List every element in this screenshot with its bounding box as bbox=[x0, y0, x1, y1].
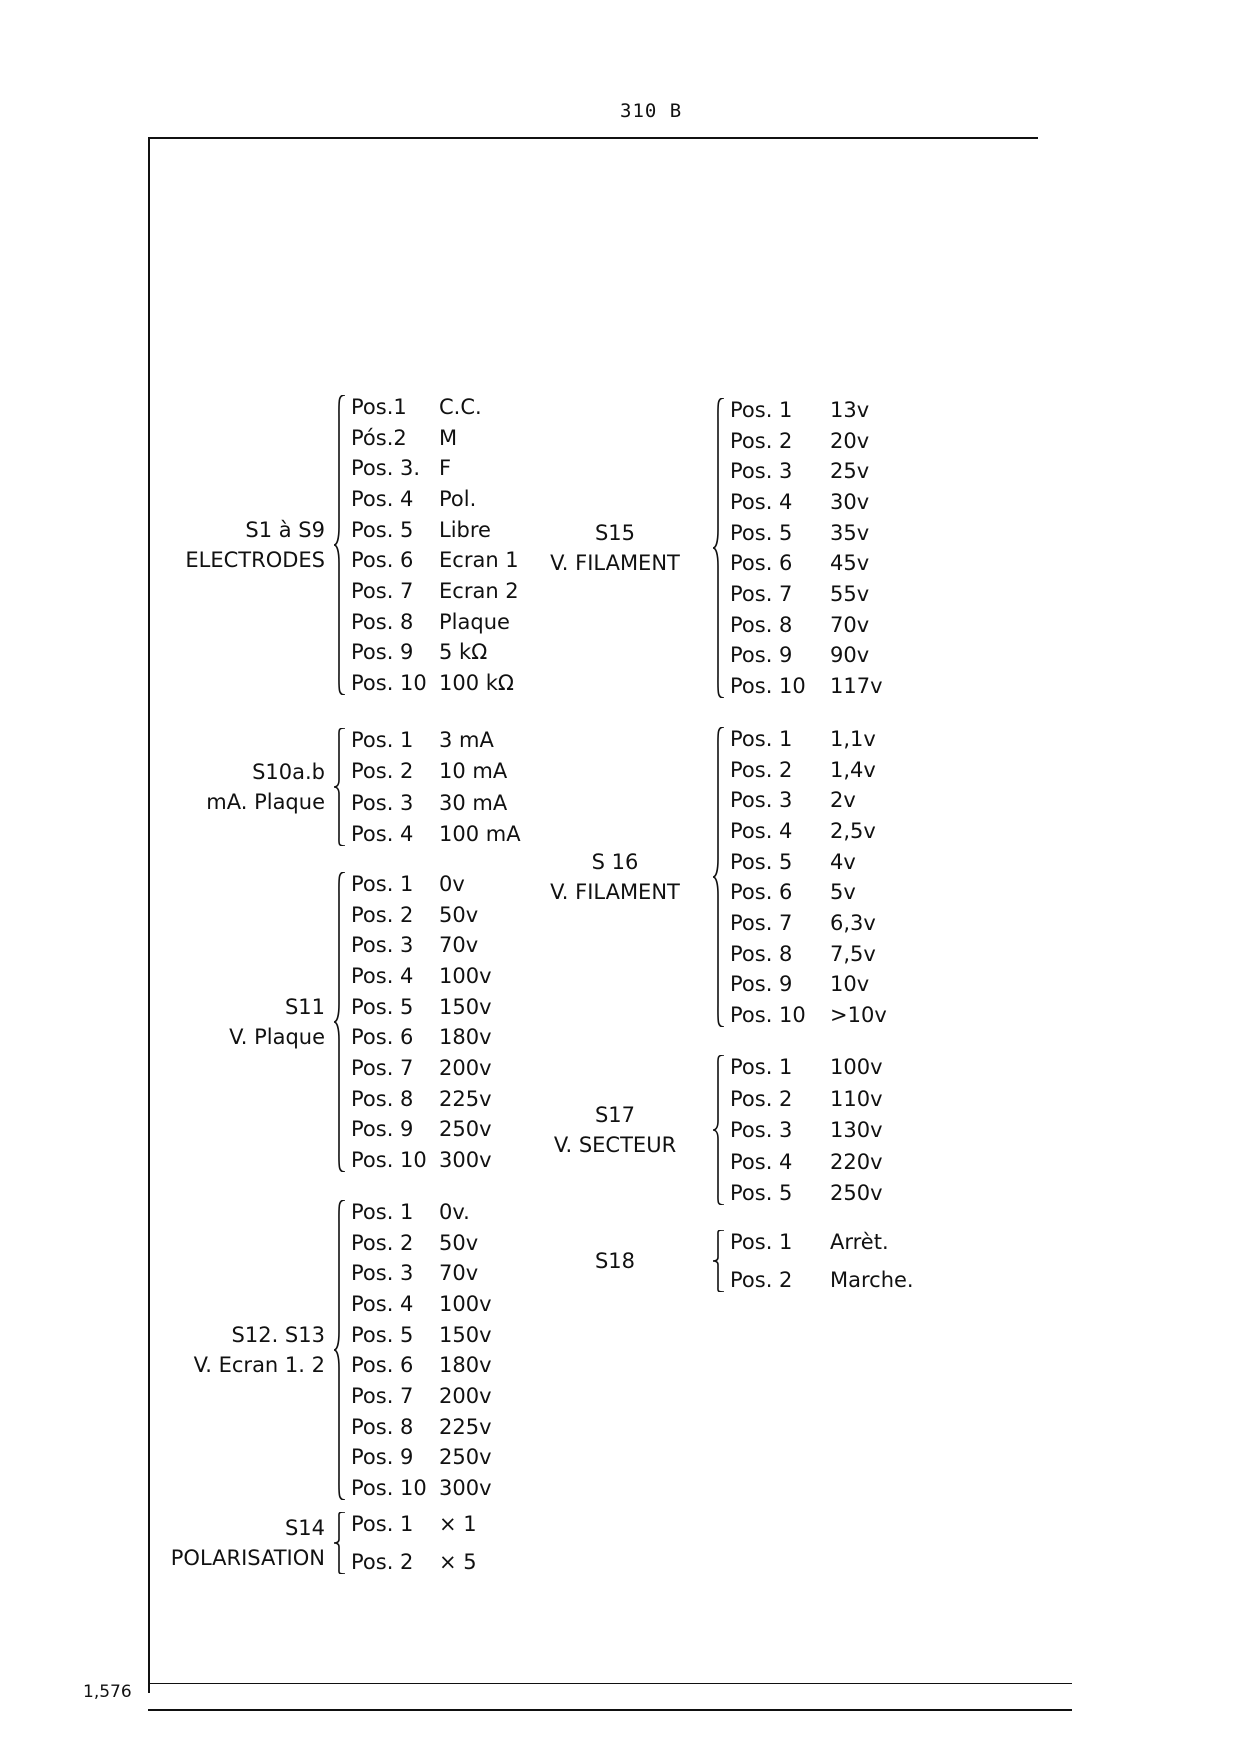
position-value: 180v bbox=[439, 1025, 492, 1050]
position-label: Pos. 1 bbox=[351, 728, 414, 752]
position-value: 70v bbox=[830, 612, 870, 637]
document-reference: 1,576 bbox=[83, 1682, 132, 1702]
position-row bbox=[351, 1087, 492, 1111]
position-label: Pos. 10 bbox=[730, 1002, 806, 1027]
group-label bbox=[526, 398, 712, 698]
position-row bbox=[351, 487, 519, 511]
switch-group-s1-s9 bbox=[150, 395, 519, 695]
position-list bbox=[347, 1512, 477, 1574]
position-value: 2v bbox=[830, 788, 856, 813]
position-row bbox=[351, 1415, 492, 1439]
position-row bbox=[730, 1181, 883, 1205]
position-value: 110v bbox=[830, 1086, 883, 1111]
position-label: Pos. 2 bbox=[351, 1230, 414, 1255]
position-value: 200v bbox=[439, 1383, 492, 1408]
position-row bbox=[730, 758, 887, 782]
position-row bbox=[351, 964, 492, 988]
position-label: Pos. 1 bbox=[730, 1230, 793, 1254]
page-number: 310 B bbox=[620, 100, 683, 122]
position-row bbox=[730, 911, 887, 935]
frame-bottom-rule-double bbox=[148, 1709, 1072, 1711]
position-value: Ecran 2 bbox=[439, 578, 519, 603]
position-row bbox=[351, 1512, 477, 1536]
position-row bbox=[730, 398, 883, 422]
position-label: Pos. 4 bbox=[351, 486, 414, 511]
position-label: Pos. 2 bbox=[351, 1550, 414, 1574]
position-label: Pos. 2 bbox=[730, 1268, 793, 1292]
switch-code: S18 bbox=[594, 1249, 636, 1273]
position-row bbox=[351, 872, 492, 896]
position-row bbox=[351, 456, 519, 480]
switch-group-s18 bbox=[526, 1230, 914, 1292]
position-value: 20v bbox=[830, 428, 870, 453]
curly-brace-icon bbox=[712, 1055, 726, 1205]
position-row bbox=[351, 1550, 477, 1574]
switch-code: S 16 bbox=[591, 850, 639, 874]
position-row bbox=[351, 1292, 492, 1316]
switch-description: mA. Plaque bbox=[206, 790, 325, 814]
group-label bbox=[526, 727, 712, 1027]
position-label: Pos. 6 bbox=[730, 880, 793, 905]
position-label: Pos. 4 bbox=[730, 818, 793, 843]
position-label: Pos. 1 bbox=[351, 872, 414, 896]
position-label: Pos. 1 bbox=[730, 398, 793, 422]
position-label: Pos. 4 bbox=[730, 489, 793, 514]
position-row bbox=[730, 643, 883, 667]
position-row bbox=[730, 459, 883, 483]
position-value: 2,5v bbox=[830, 818, 876, 843]
switch-code: S1 à S9 bbox=[245, 518, 325, 542]
position-label: Pos. 2 bbox=[351, 902, 414, 927]
curly-brace-icon bbox=[333, 872, 347, 1172]
switch-group-s14 bbox=[150, 1512, 477, 1574]
position-list bbox=[347, 395, 519, 695]
position-value: 250v bbox=[439, 1117, 492, 1142]
switch-code: S10a.b bbox=[252, 760, 325, 784]
position-row bbox=[730, 551, 883, 575]
position-label: Pos. 3 bbox=[351, 1261, 414, 1286]
position-label: Pos. 2 bbox=[730, 757, 793, 782]
position-label: Pos. 4 bbox=[730, 1149, 793, 1174]
group-label bbox=[150, 1512, 333, 1574]
position-value: 1,1v bbox=[830, 727, 876, 751]
group-label bbox=[150, 1200, 333, 1500]
position-row bbox=[351, 1056, 492, 1080]
position-value: 7,5v bbox=[830, 941, 876, 966]
position-label: Pos. 9 bbox=[351, 1445, 414, 1470]
position-label: Pos. 5 bbox=[351, 994, 414, 1019]
position-row bbox=[730, 727, 887, 751]
position-label: Pos. 5 bbox=[351, 517, 414, 542]
position-label: Pos. 10 bbox=[351, 1475, 427, 1500]
position-label: Pos. 9 bbox=[730, 972, 793, 997]
position-label: Pos. 9 bbox=[730, 643, 793, 668]
position-value: Pol. bbox=[439, 486, 477, 511]
position-row bbox=[730, 613, 883, 637]
position-row bbox=[730, 582, 883, 606]
position-list bbox=[347, 728, 521, 846]
switch-description: V. FILAMENT bbox=[550, 880, 680, 904]
switch-description: V. SECTEUR bbox=[553, 1133, 677, 1157]
group-label bbox=[150, 395, 333, 695]
position-label: Pos. 5 bbox=[351, 1322, 414, 1347]
position-row bbox=[351, 1476, 492, 1500]
switch-code: S12. S13 bbox=[231, 1323, 325, 1347]
group-label bbox=[526, 1055, 712, 1205]
position-value: 200v bbox=[439, 1055, 492, 1080]
position-label: Pos. 4 bbox=[351, 821, 414, 846]
position-list bbox=[726, 1230, 914, 1292]
position-value: 90v bbox=[830, 643, 870, 668]
position-value: 150v bbox=[439, 994, 492, 1019]
position-label: Pos. 7 bbox=[351, 578, 414, 603]
position-row bbox=[351, 395, 519, 419]
position-value: × 1 bbox=[439, 1512, 477, 1536]
position-value: 30 mA bbox=[439, 790, 508, 815]
position-label: Pos. 4 bbox=[351, 1291, 414, 1316]
position-value: 4v bbox=[830, 849, 856, 874]
switch-code: S17 bbox=[594, 1103, 636, 1127]
position-row bbox=[730, 1268, 914, 1292]
position-label: Pos. 8 bbox=[351, 1086, 414, 1111]
position-value: 0v. bbox=[439, 1200, 470, 1224]
position-row bbox=[730, 1230, 914, 1254]
position-value: 10v bbox=[830, 972, 870, 997]
position-value: 10 mA bbox=[439, 759, 508, 784]
position-label: Pos. 4 bbox=[351, 963, 414, 988]
position-value: 55v bbox=[830, 581, 870, 606]
position-row bbox=[351, 995, 492, 1019]
position-row bbox=[351, 933, 492, 957]
position-label: Pos. 8 bbox=[730, 941, 793, 966]
position-row bbox=[351, 640, 519, 664]
position-value: 45v bbox=[830, 551, 870, 576]
curly-brace-icon bbox=[712, 727, 726, 1027]
position-label: Pos. 10 bbox=[351, 670, 427, 695]
position-list bbox=[347, 1200, 492, 1500]
position-row bbox=[730, 788, 887, 812]
position-label: Pos. 1 bbox=[730, 727, 793, 751]
position-list bbox=[726, 727, 887, 1027]
position-value: 220v bbox=[830, 1149, 883, 1174]
position-row bbox=[351, 903, 492, 927]
position-value: 100 mA bbox=[439, 821, 521, 846]
switch-description: V. Plaque bbox=[229, 1025, 325, 1049]
position-row bbox=[730, 1150, 883, 1174]
switch-group-s11 bbox=[150, 872, 492, 1172]
position-value: 130v bbox=[830, 1118, 883, 1142]
position-label: Pos. 3 bbox=[351, 933, 414, 958]
position-row bbox=[351, 728, 521, 752]
position-row bbox=[351, 548, 519, 572]
position-row bbox=[351, 610, 519, 634]
position-label: Pos. 9 bbox=[351, 1117, 414, 1142]
position-label: Pos. 8 bbox=[351, 609, 414, 634]
position-label: Pos. 7 bbox=[730, 581, 793, 606]
position-row bbox=[351, 579, 519, 603]
position-label: Pos. 3 bbox=[730, 459, 793, 484]
position-value: 250v bbox=[439, 1445, 492, 1470]
position-row bbox=[730, 880, 887, 904]
position-row bbox=[730, 942, 887, 966]
position-row bbox=[351, 518, 519, 542]
position-label: Pos. 3 bbox=[730, 1118, 793, 1142]
position-row bbox=[730, 1055, 883, 1079]
curly-brace-icon bbox=[333, 1200, 347, 1500]
position-value: 0v bbox=[439, 872, 465, 896]
position-label: Pós.2 bbox=[351, 425, 407, 450]
curly-brace-icon bbox=[333, 1512, 347, 1574]
position-label: Pos. 3. bbox=[351, 456, 421, 481]
position-value: 225v bbox=[439, 1414, 492, 1439]
position-row bbox=[351, 426, 519, 450]
curly-brace-icon bbox=[333, 395, 347, 695]
position-label: Pos. 1 bbox=[351, 1512, 414, 1536]
position-label: Pos. 9 bbox=[351, 640, 414, 665]
position-row bbox=[730, 429, 883, 453]
position-value: 5 kΩ bbox=[439, 640, 488, 665]
position-row bbox=[351, 1200, 492, 1224]
position-list bbox=[726, 1055, 883, 1205]
position-value: 1,4v bbox=[830, 757, 876, 782]
position-row bbox=[351, 791, 521, 815]
switch-code: S15 bbox=[594, 521, 636, 545]
position-list bbox=[726, 398, 883, 698]
position-label: Pos. 10 bbox=[351, 1147, 427, 1172]
position-value: Ecran 1 bbox=[439, 548, 519, 573]
switch-group-s16 bbox=[526, 727, 887, 1027]
position-value: 13v bbox=[830, 398, 870, 422]
position-row bbox=[730, 850, 887, 874]
position-value: Plaque bbox=[439, 609, 510, 634]
position-value: 50v bbox=[439, 902, 479, 927]
position-label: Pos. 2 bbox=[730, 1086, 793, 1111]
position-label: Pos. 6 bbox=[730, 551, 793, 576]
position-value: 250v bbox=[830, 1181, 883, 1205]
position-value: 35v bbox=[830, 520, 870, 545]
position-value: × 5 bbox=[439, 1550, 477, 1574]
switch-group-s17 bbox=[526, 1055, 883, 1205]
position-row bbox=[351, 1148, 492, 1172]
group-label bbox=[526, 1230, 712, 1292]
group-label bbox=[150, 728, 333, 846]
frame-bottom-rule bbox=[148, 1683, 1072, 1684]
position-row bbox=[730, 674, 883, 698]
position-value: 150v bbox=[439, 1322, 492, 1347]
position-row bbox=[351, 1117, 492, 1141]
position-value: 300v bbox=[439, 1147, 492, 1172]
switch-description: POLARISATION bbox=[170, 1546, 325, 1570]
position-label: Pos. 7 bbox=[351, 1055, 414, 1080]
group-label bbox=[150, 872, 333, 1172]
switch-group-s15 bbox=[526, 398, 883, 698]
position-value: 100v bbox=[439, 963, 492, 988]
switch-code: S11 bbox=[284, 995, 325, 1019]
position-value: 70v bbox=[439, 1261, 479, 1286]
switch-description: ELECTRODES bbox=[185, 548, 325, 572]
position-label: Pos. 7 bbox=[730, 910, 793, 935]
switch-description: V. FILAMENT bbox=[550, 551, 680, 575]
position-row bbox=[730, 1003, 887, 1027]
position-value: 5v bbox=[830, 880, 856, 905]
switch-code: S14 bbox=[284, 1516, 325, 1540]
position-value: 117v bbox=[830, 673, 883, 698]
position-label: Pos. 3 bbox=[351, 790, 414, 815]
position-value: 100v bbox=[830, 1055, 883, 1079]
position-row bbox=[730, 1118, 883, 1142]
position-value: F bbox=[439, 456, 452, 481]
position-value: 180v bbox=[439, 1353, 492, 1378]
position-row bbox=[351, 1261, 492, 1285]
position-label: Pos. 2 bbox=[351, 759, 414, 784]
position-value: 25v bbox=[830, 459, 870, 484]
position-row bbox=[351, 671, 519, 695]
position-value: 300v bbox=[439, 1475, 492, 1500]
position-row bbox=[730, 819, 887, 843]
position-label: Pos. 5 bbox=[730, 520, 793, 545]
position-row bbox=[730, 1087, 883, 1111]
position-label: Pos. 5 bbox=[730, 849, 793, 874]
position-value: Libre bbox=[439, 517, 491, 542]
position-row bbox=[730, 521, 883, 545]
position-value: 100v bbox=[439, 1291, 492, 1316]
position-value: 50v bbox=[439, 1230, 479, 1255]
position-value: C.C. bbox=[439, 395, 482, 419]
curly-brace-icon bbox=[712, 398, 726, 698]
position-value: 100 kΩ bbox=[439, 670, 514, 695]
position-label: Pos. 6 bbox=[351, 548, 414, 573]
frame-top-rule bbox=[148, 137, 1038, 139]
position-label: Pos.1 bbox=[351, 395, 407, 419]
position-value: 70v bbox=[439, 933, 479, 958]
position-value: M bbox=[439, 425, 458, 450]
position-value: >10v bbox=[830, 1002, 887, 1027]
position-label: Pos. 6 bbox=[351, 1025, 414, 1050]
position-label: Pos. 10 bbox=[730, 673, 806, 698]
position-row bbox=[730, 972, 887, 996]
position-row bbox=[351, 1323, 492, 1347]
position-list bbox=[347, 872, 492, 1172]
position-label: Pos. 5 bbox=[730, 1181, 793, 1205]
position-value: 3 mA bbox=[439, 728, 494, 752]
position-row bbox=[351, 759, 521, 783]
position-label: Pos. 7 bbox=[351, 1383, 414, 1408]
curly-brace-icon bbox=[333, 728, 347, 846]
curly-brace-icon bbox=[712, 1230, 726, 1292]
position-value: 30v bbox=[830, 489, 870, 514]
position-row bbox=[351, 822, 521, 846]
position-value: 6,3v bbox=[830, 910, 876, 935]
position-row bbox=[351, 1445, 492, 1469]
switch-group-s10 bbox=[150, 728, 521, 846]
position-row bbox=[351, 1231, 492, 1255]
position-label: Pos. 8 bbox=[351, 1414, 414, 1439]
position-label: Pos. 3 bbox=[730, 788, 793, 813]
position-row bbox=[351, 1384, 492, 1408]
position-row bbox=[351, 1353, 492, 1377]
position-label: Pos. 2 bbox=[730, 428, 793, 453]
position-value: Arrèt. bbox=[830, 1230, 889, 1254]
position-label: Pos. 1 bbox=[730, 1055, 793, 1079]
position-value: 225v bbox=[439, 1086, 492, 1111]
position-label: Pos. 8 bbox=[730, 612, 793, 637]
position-value: Marche. bbox=[830, 1268, 914, 1292]
position-row bbox=[730, 490, 883, 514]
switch-description: V. Ecran 1. 2 bbox=[193, 1353, 325, 1377]
position-label: Pos. 1 bbox=[351, 1200, 414, 1224]
switch-group-s12-s13 bbox=[150, 1200, 492, 1500]
position-label: Pos. 6 bbox=[351, 1353, 414, 1378]
position-row bbox=[351, 1025, 492, 1049]
